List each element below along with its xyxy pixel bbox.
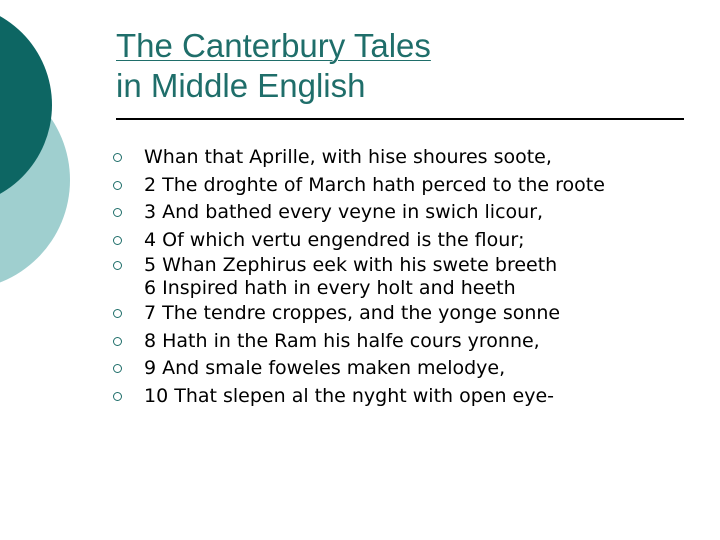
slide-title	[116, 26, 431, 106]
hollow-circle-bullet-icon	[113, 208, 122, 217]
list-item	[110, 300, 700, 328]
hollow-circle-bullet-icon	[113, 236, 122, 245]
hollow-circle-bullet-icon	[113, 153, 122, 162]
verse-line: 5 Whan Zephirus eek with his swete breeth	[144, 254, 558, 276]
hollow-circle-bullet-icon	[113, 364, 122, 373]
hollow-circle-bullet-icon	[113, 337, 122, 346]
title-divider	[116, 118, 684, 120]
verse-line: 9 And smale foweles maken melodye,	[144, 357, 506, 379]
verse-line: 10 That slepen al the nyght with open eye-	[144, 384, 555, 407]
verse-line: 4 Of which vertu engendred is the flour;	[144, 228, 525, 251]
slide-title-line-2: in Middle English	[116, 67, 366, 104]
verse-line: 8 Hath in the Ram his halfe cours yronne,	[144, 329, 540, 352]
decorative-circles	[0, 0, 120, 300]
verse-line: Whan that Aprille, with hise shoures soote,	[144, 146, 552, 168]
list-item	[110, 328, 700, 356]
hollow-circle-bullet-icon	[113, 309, 122, 318]
list-item	[110, 355, 700, 383]
verse-line: 6 Inspired hath in every holt and heeth	[144, 277, 516, 299]
list-item	[110, 144, 700, 172]
slide-title-line-1: The Canterbury Tales	[116, 27, 431, 64]
verse-line: 2 The droghte of March hath perced to the roote	[144, 173, 605, 196]
verse-line: 3 And bathed every veyne in swich licour,	[144, 201, 544, 223]
verse-list	[110, 144, 700, 410]
list-item	[110, 254, 700, 300]
list-item	[110, 172, 700, 200]
verse-line: 7 The tendre croppes, and the yonge sonne	[144, 302, 561, 324]
list-item	[110, 383, 700, 411]
list-item	[110, 227, 700, 255]
hollow-circle-bullet-icon	[113, 392, 122, 401]
hollow-circle-bullet-icon	[113, 181, 122, 190]
list-item	[110, 199, 700, 227]
hollow-circle-bullet-icon	[113, 261, 122, 270]
